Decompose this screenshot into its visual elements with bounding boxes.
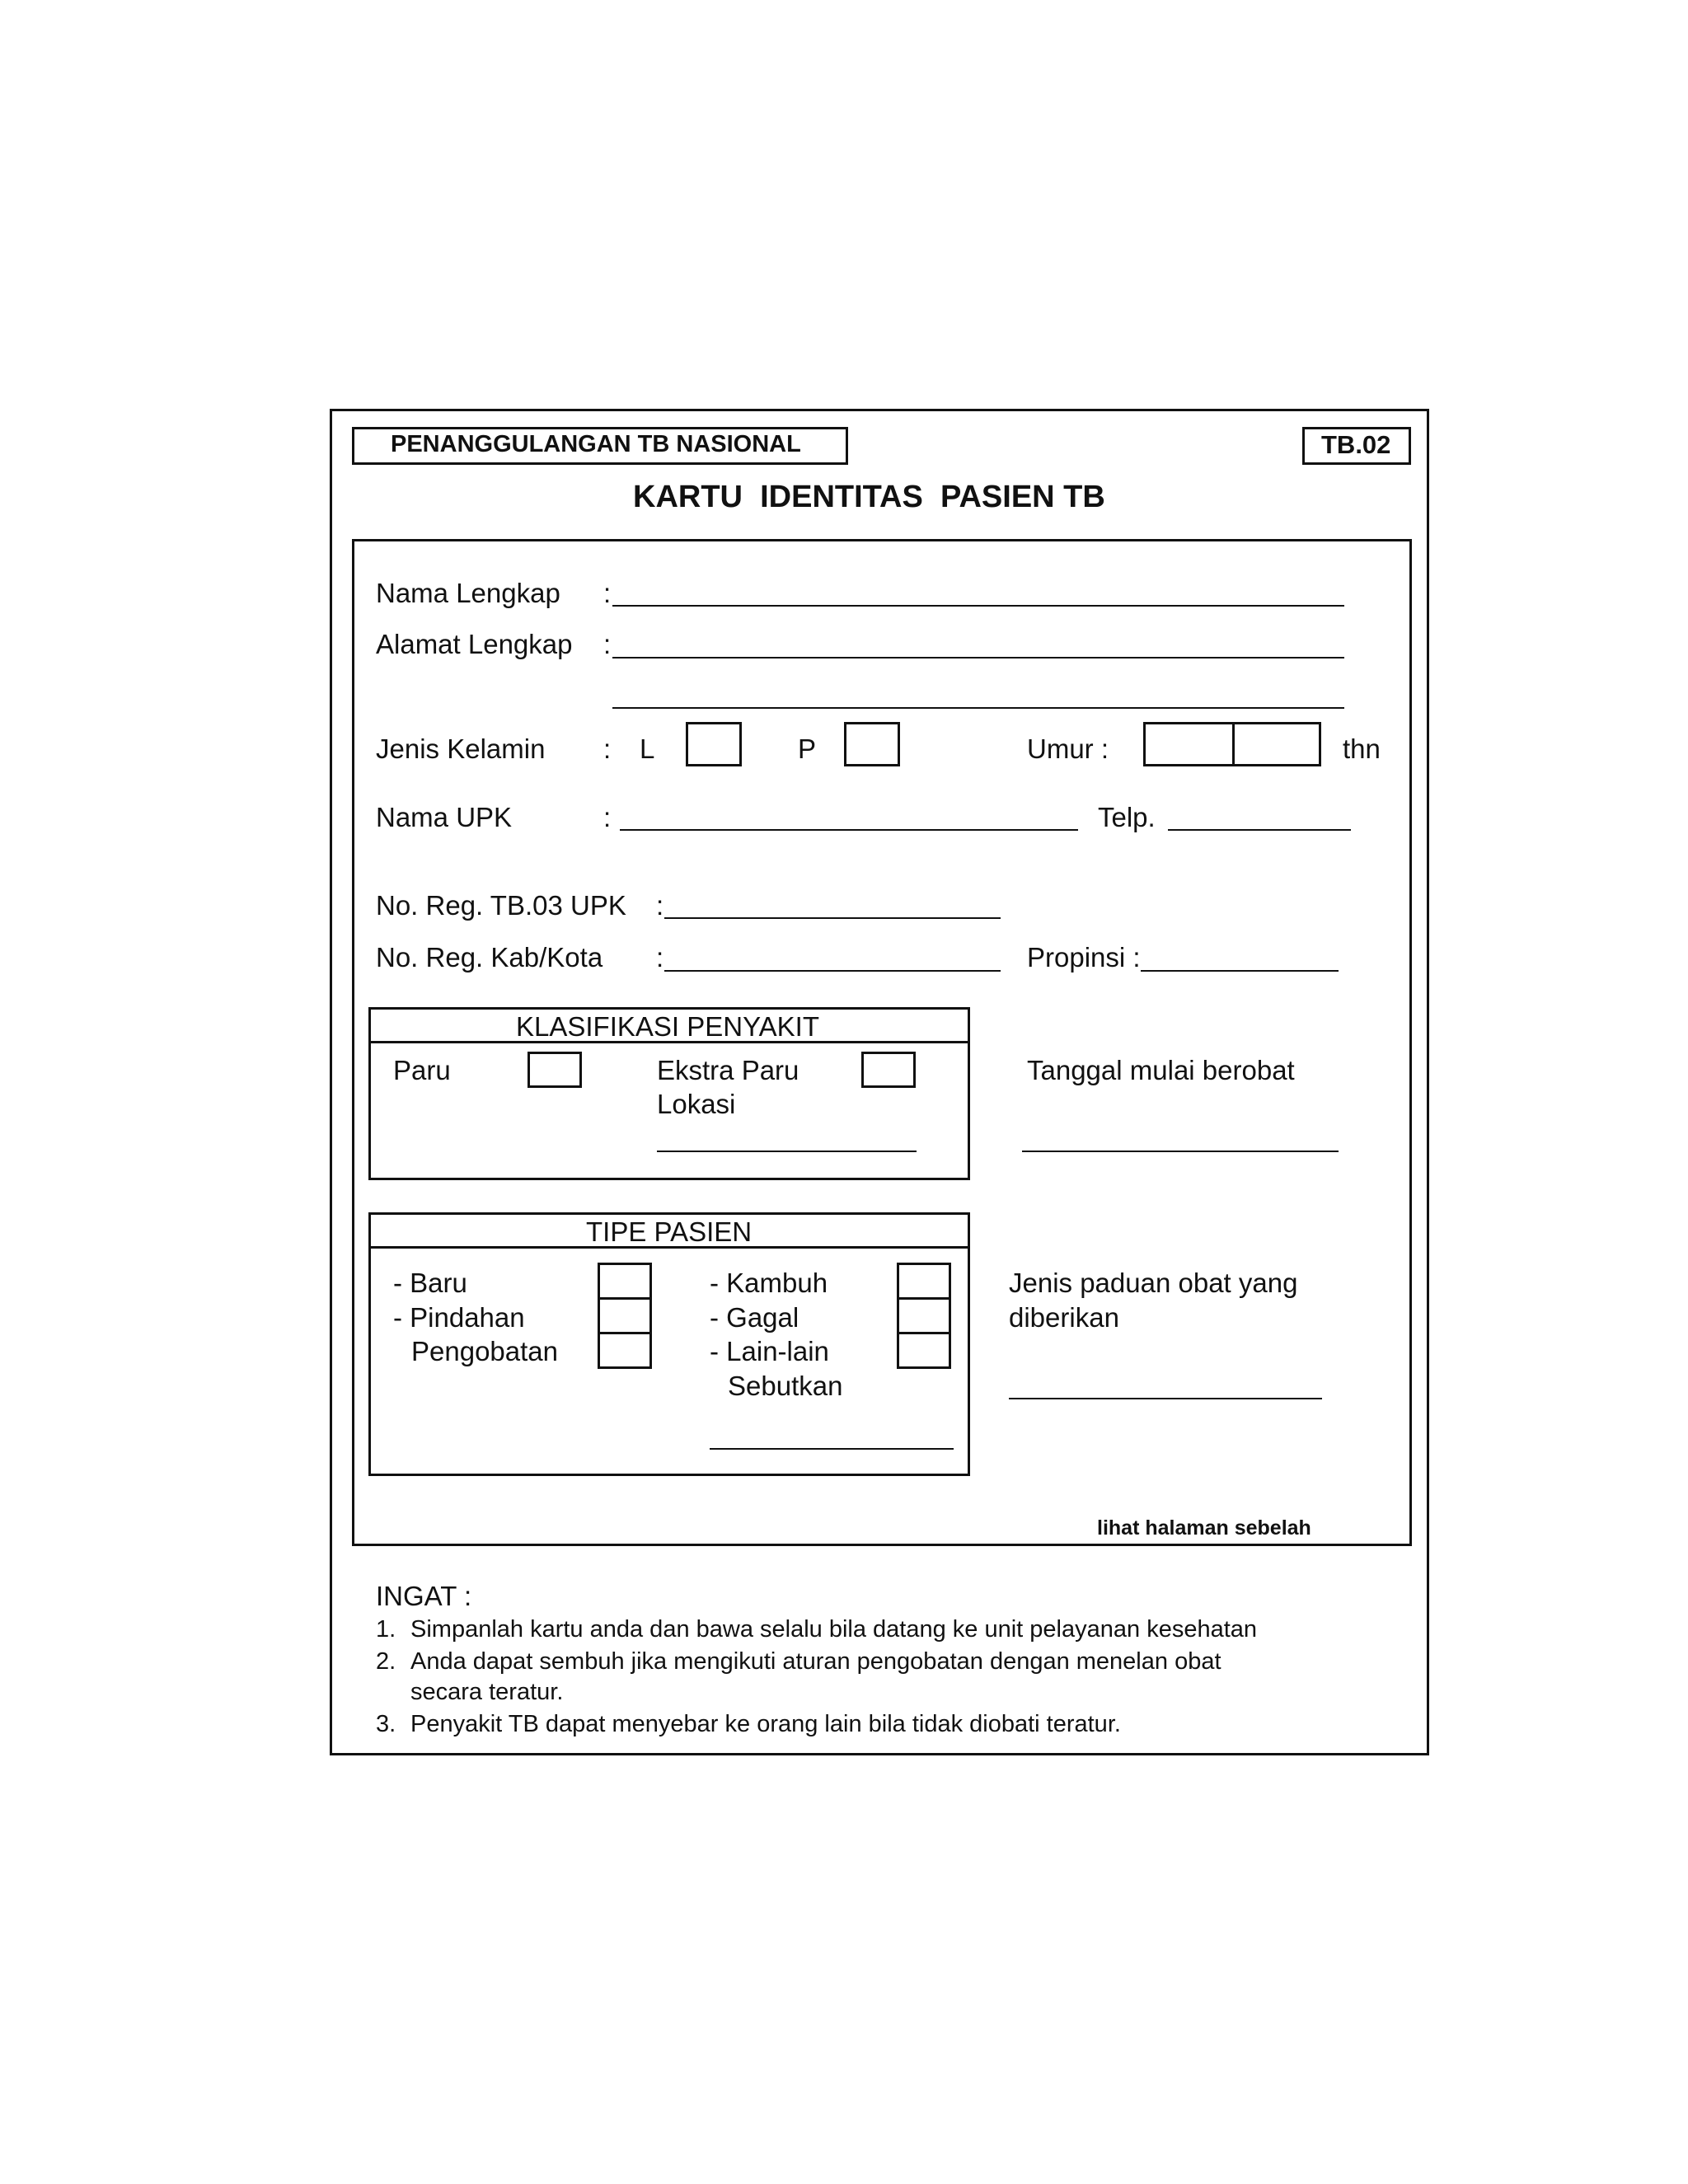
nama-upk-field[interactable] bbox=[620, 829, 1078, 831]
baru-label: - Baru bbox=[393, 1268, 467, 1298]
jenis-paduan-label-1: Jenis paduan obat yang bbox=[1009, 1268, 1298, 1298]
ingat-item-2-cont: secara teratur. bbox=[410, 1679, 564, 1705]
telp-label: Telp. bbox=[1098, 802, 1156, 832]
paru-checkbox[interactable] bbox=[528, 1052, 582, 1088]
lain-lain-label: - Lain-lain bbox=[710, 1336, 829, 1366]
program-label: PENANGGULANGAN TB NASIONAL bbox=[391, 431, 801, 457]
sex-p-label: P bbox=[798, 733, 817, 764]
klasifikasi-title: KLASIFIKASI PENYAKIT bbox=[516, 1011, 820, 1042]
lokasi-field[interactable] bbox=[657, 1151, 917, 1152]
ingat-item-2: Anda dapat sembuh jika mengikuti aturan pengobatan dengan menelan obat bbox=[410, 1648, 1221, 1675]
baru-checkbox[interactable] bbox=[598, 1263, 652, 1300]
alamat-lengkap-field-2[interactable] bbox=[612, 707, 1344, 709]
lihat-halaman-note: lihat halaman sebelah bbox=[1097, 1516, 1311, 1540]
jenis-paduan-label-2: diberikan bbox=[1009, 1302, 1119, 1333]
pindahan-label: - Pindahan bbox=[393, 1302, 525, 1333]
no-reg-tb03-label: No. Reg. TB.03 UPK bbox=[376, 890, 626, 921]
pengobatan-label: Pengobatan bbox=[411, 1336, 559, 1366]
sex-p-checkbox[interactable] bbox=[844, 722, 900, 766]
sebutkan-field[interactable] bbox=[710, 1448, 954, 1450]
alamat-lengkap-label: Alamat Lengkap bbox=[376, 629, 573, 659]
jenis-paduan-field[interactable] bbox=[1009, 1398, 1322, 1399]
kambuh-label: - Kambuh bbox=[710, 1268, 828, 1298]
tanggal-mulai-field[interactable] bbox=[1022, 1151, 1339, 1152]
ingat-num-1: 1. bbox=[376, 1616, 396, 1643]
ekstra-paru-checkbox[interactable] bbox=[861, 1052, 916, 1088]
lokasi-label: Lokasi bbox=[657, 1089, 736, 1119]
pindahan-checkbox[interactable] bbox=[598, 1297, 652, 1334]
nama-upk-label: Nama UPK bbox=[376, 802, 513, 832]
colon: : bbox=[603, 733, 612, 764]
paru-label: Paru bbox=[393, 1055, 451, 1085]
colon: : bbox=[603, 802, 612, 832]
alamat-lengkap-field[interactable] bbox=[612, 657, 1344, 658]
ingat-num-2: 2. bbox=[376, 1648, 396, 1675]
colon: : bbox=[656, 890, 664, 921]
gagal-label: - Gagal bbox=[710, 1302, 799, 1333]
umur-digit-2[interactable] bbox=[1232, 722, 1321, 766]
ingat-item-3: Penyakit TB dapat menyebar ke orang lain bila tidak diobati teratur. bbox=[410, 1711, 1121, 1737]
no-reg-kab-field[interactable] bbox=[664, 970, 1001, 972]
colon: : bbox=[603, 629, 612, 659]
kambuh-checkbox[interactable] bbox=[897, 1263, 951, 1300]
jenis-kelamin-label: Jenis Kelamin bbox=[376, 733, 546, 764]
thn-label: thn bbox=[1343, 733, 1381, 764]
nama-lengkap-field[interactable] bbox=[612, 605, 1344, 607]
ingat-item-1: Simpanlah kartu anda dan bawa selalu bila datang ke unit pelayanan kesehatan bbox=[410, 1616, 1258, 1643]
colon: : bbox=[603, 578, 612, 608]
ingat-title: INGAT : bbox=[376, 1581, 472, 1611]
umur-label: Umur : bbox=[1027, 733, 1109, 764]
tanggal-mulai-label: Tanggal mulai berobat bbox=[1027, 1055, 1295, 1085]
card-title: KARTU IDENTITAS PASIEN TB bbox=[633, 480, 1105, 514]
ekstra-paru-label: Ekstra Paru bbox=[657, 1055, 799, 1085]
gagal-checkbox[interactable] bbox=[897, 1297, 951, 1334]
form-code: TB.02 bbox=[1321, 430, 1391, 459]
pengobatan-checkbox[interactable] bbox=[598, 1332, 652, 1369]
nama-lengkap-label: Nama Lengkap bbox=[376, 578, 560, 608]
sebutkan-label: Sebutkan bbox=[728, 1371, 843, 1401]
colon: : bbox=[656, 942, 664, 972]
no-reg-kab-label: No. Reg. Kab/Kota bbox=[376, 942, 603, 972]
sex-l-label: L bbox=[640, 733, 655, 764]
tipe-pasien-title: TIPE PASIEN bbox=[586, 1216, 753, 1247]
ingat-num-3: 3. bbox=[376, 1711, 396, 1737]
propinsi-field[interactable] bbox=[1141, 970, 1339, 972]
lain-lain-checkbox[interactable] bbox=[897, 1332, 951, 1369]
propinsi-label: Propinsi : bbox=[1027, 942, 1141, 972]
no-reg-tb03-field[interactable] bbox=[664, 917, 1001, 919]
umur-digit-1[interactable] bbox=[1143, 722, 1235, 766]
sex-l-checkbox[interactable] bbox=[686, 722, 742, 766]
telp-field[interactable] bbox=[1168, 829, 1351, 831]
